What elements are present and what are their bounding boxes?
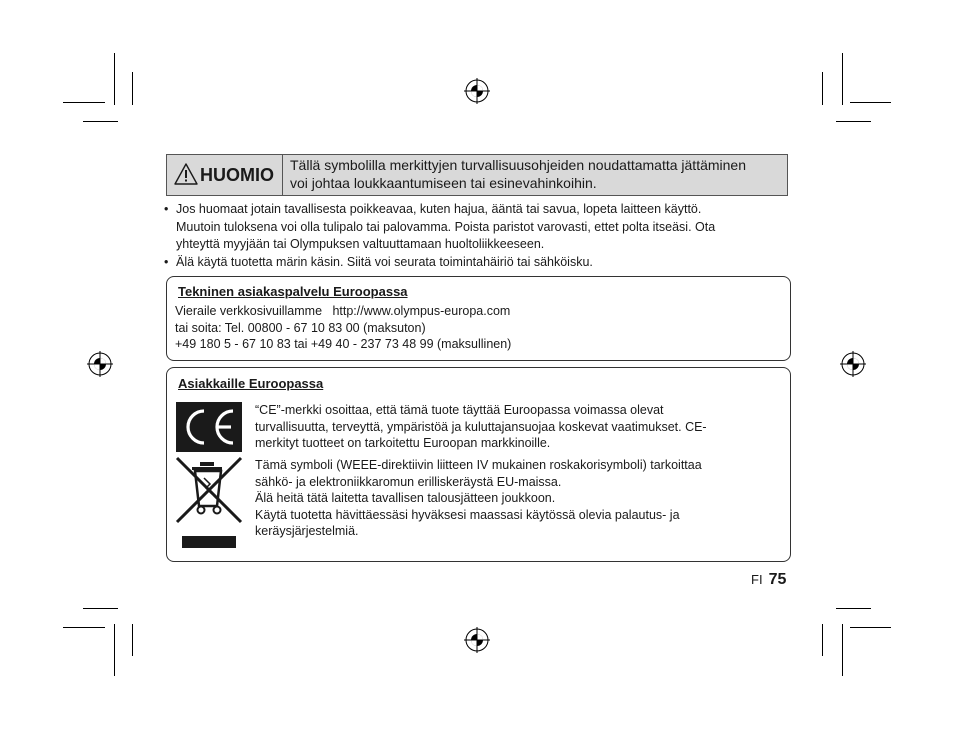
ce-mark-icon (176, 402, 242, 452)
registration-mark-icon (840, 351, 866, 377)
europe-box (166, 367, 791, 562)
crop-mark (132, 72, 133, 105)
crop-mark (850, 627, 891, 628)
crop-mark (83, 121, 118, 122)
bullet-dot: • (164, 202, 169, 216)
list-item (164, 254, 784, 272)
crop-mark (822, 624, 823, 656)
page-footer (751, 571, 786, 589)
caution-line: Tällä symbolilla merkittyjen turvallisuusohjeiden noudattamatta jättäminen (290, 157, 747, 173)
weee-line: Käytä tuotetta hävittäessäsi hyväksesi maassasi käytössä olevia palautus- ja (255, 507, 680, 522)
crop-mark (63, 102, 105, 103)
support-box (166, 276, 791, 361)
support-box-title: Tekninen asiakaspalvelu Euroopassa (178, 284, 408, 299)
caution-banner (166, 154, 788, 196)
weee-line: keräysjärjestelmiä. (255, 524, 359, 538)
crop-mark (114, 624, 115, 676)
weee-text (255, 457, 780, 540)
ce-line: “CE”-merkki osoittaa, että tämä tuote täyttää Euroopassa voimassa olevat (255, 403, 664, 417)
caution-title: HUOMIO (200, 165, 274, 185)
registration-mark-icon (464, 78, 490, 104)
crop-mark (842, 624, 843, 676)
registration-mark-icon (87, 351, 113, 377)
crop-mark (83, 608, 118, 609)
europe-box-title: Asiakkaille Euroopassa (178, 376, 324, 391)
ce-line: turvallisuutta, terveyttä, ympäristöä ja kuluttajansuojaa koskevat vaatimukset. CE- (255, 419, 707, 434)
page-number: 75 (768, 571, 787, 588)
weee-line: sähkö- ja elektroniikkaromun erilliskeräystä EU-maissa. (255, 474, 562, 489)
support-box-text (175, 303, 775, 353)
language-code: FI (751, 572, 763, 587)
bullet-dot: • (164, 254, 169, 269)
bullet-line: Älä käytä tuotetta märin käsin. Siitä voi seurata toimintahäiriö tai sähköisku. (176, 254, 593, 269)
caution-text (290, 156, 786, 192)
crop-mark (842, 53, 843, 105)
crop-mark (63, 627, 105, 628)
crop-mark (132, 624, 133, 656)
crop-mark (822, 72, 823, 105)
crop-mark (836, 121, 871, 122)
registration-mark-icon (464, 627, 490, 653)
crop-mark (850, 102, 891, 103)
support-line: +49 180 5 - 67 10 83 tai +49 40 - 237 73 48 99 (maksullinen) (175, 337, 512, 351)
crop-mark (114, 53, 115, 105)
crop-mark (836, 608, 871, 609)
support-line: tai soita: Tel. 00800 - 67 10 83 00 (maksuton) (175, 320, 426, 335)
bullet-list (164, 201, 784, 271)
caution-line: voi johtaa loukkaantumiseen tai esinevahinkoihin. (290, 175, 597, 191)
list-item (164, 201, 784, 254)
crossed-bin-icon (175, 456, 243, 548)
weee-line: Älä heitä tätä laitetta tavallisen talousjätteen joukkoon. (255, 491, 556, 505)
weee-line: Tämä symboli (WEEE-direktiivin liitteen IV mukainen roskakorisymboli) tarkoittaa (255, 458, 702, 472)
ce-line: merkityt tuotteet on tarkoitettu Euroopan markkinoille. (255, 436, 551, 450)
bullet-line: Muutoin tuloksena voi olla tulipalo tai palovamma. Poista paristot varovasti, ettet polta itseäsi. Ota (176, 219, 716, 234)
ce-text (255, 402, 780, 452)
bullet-line: Jos huomaat jotain tavallisesta poikkeavaa, kuten hajua, ääntä tai savua, lopeta laitteen käyttö. (176, 202, 702, 216)
bullet-line: yhteyttä myyjään tai Olympuksen valtuuttamaan huoltoliikkeeseen. (176, 237, 545, 251)
warning-triangle-icon (174, 163, 198, 185)
support-line: Vieraile verkkosivuillamme http://www.olympus-europa.com (175, 304, 511, 318)
caution-header (167, 155, 283, 195)
